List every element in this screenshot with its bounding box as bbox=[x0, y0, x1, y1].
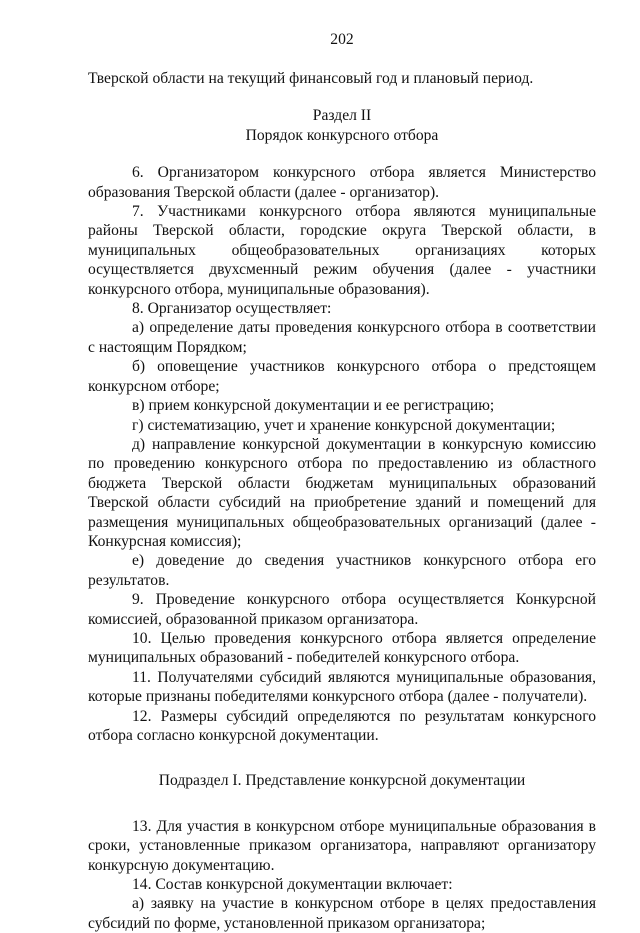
subsection-body bbox=[88, 817, 596, 933]
page-number: 202 bbox=[330, 31, 354, 48]
paragraph-6: 6. Организатором конкурсного отбора является Министерство образования Тверской области (далее - организатор). bbox=[88, 164, 596, 201]
paragraph-11: 11. Получателями субсидий являются муниципальные образования, которые признаны победителями конкурсного отбора (далее - получатели). bbox=[88, 668, 596, 706]
paragraph-8-a: а) определение даты проведения конкурсного отбора в соответствии с настоящим Порядком; bbox=[88, 319, 596, 356]
section-heading: Раздел II bbox=[312, 107, 372, 125]
paragraph-10: 10. Целью проведения конкурсного отбора является определение муниципальных образований - победителей конкурсного отбора. bbox=[88, 629, 596, 667]
section-title: Порядок конкурсного отбора bbox=[245, 126, 439, 144]
paragraph-8-v: в) прием конкурсной документации и ее регистрацию; bbox=[132, 397, 495, 415]
section-body bbox=[88, 163, 596, 745]
paragraph-14-a: а) заявку на участие в конкурсном отборе в целях предоставления субсидий по форме, установленной приказом организатора; bbox=[88, 895, 596, 932]
intro-line: Тверской области на текущий финансовый год и плановый период. bbox=[88, 70, 534, 87]
paragraph-8-e: е) доведение до сведения участников конкурсного отбора его результатов. bbox=[88, 552, 596, 589]
paragraph-8-b: б) оповещение участников конкурсного отбора о предстоящем конкурсном отборе; bbox=[88, 358, 596, 395]
subsection-title: Подраздел I. Представление конкурсной документации bbox=[158, 772, 526, 790]
paragraph-7: 7. Участниками конкурсного отбора являются муниципальные районы Тверской области, городские округа Тверской области, в муниципальных общеобразовательных организациях которых осуществляется двухсменный режим обучения (далее - участники конкурсного отбора, муниципальные образования). bbox=[88, 203, 596, 298]
paragraph-8-d: д) направление конкурсной документации в конкурсную комиссию по проведению конкурсного отбора по предоставлению из областного бюджета Тверской области бюджетам муниципальных образований Тверской области субсидий на приобретение зданий и помещений для размещения муниципальных общеобразовательных организаций (далее - Конкурсная комиссия); bbox=[88, 435, 596, 550]
paragraph-13: 13. Для участия в конкурсном отборе муниципальные образования в сроки, установленные приказом организатора, направляют организатору конкурсную документацию. bbox=[88, 817, 596, 874]
paragraph-8: 8. Организатор осуществляет: bbox=[132, 300, 332, 318]
paragraph-9: 9. Проведение конкурсного отбора осуществляется Конкурсной комиссией, образованной приказом организатора. bbox=[88, 591, 596, 628]
paragraph-14: 14. Состав конкурсной документации включает: bbox=[132, 876, 453, 894]
paragraph-8-g: г) систематизацию, учет и хранение конкурсной документации; bbox=[132, 416, 556, 434]
paragraph-12: 12. Размеры субсидий определяются по результатам конкурсного отбора согласно конкурсной документации. bbox=[88, 707, 596, 744]
